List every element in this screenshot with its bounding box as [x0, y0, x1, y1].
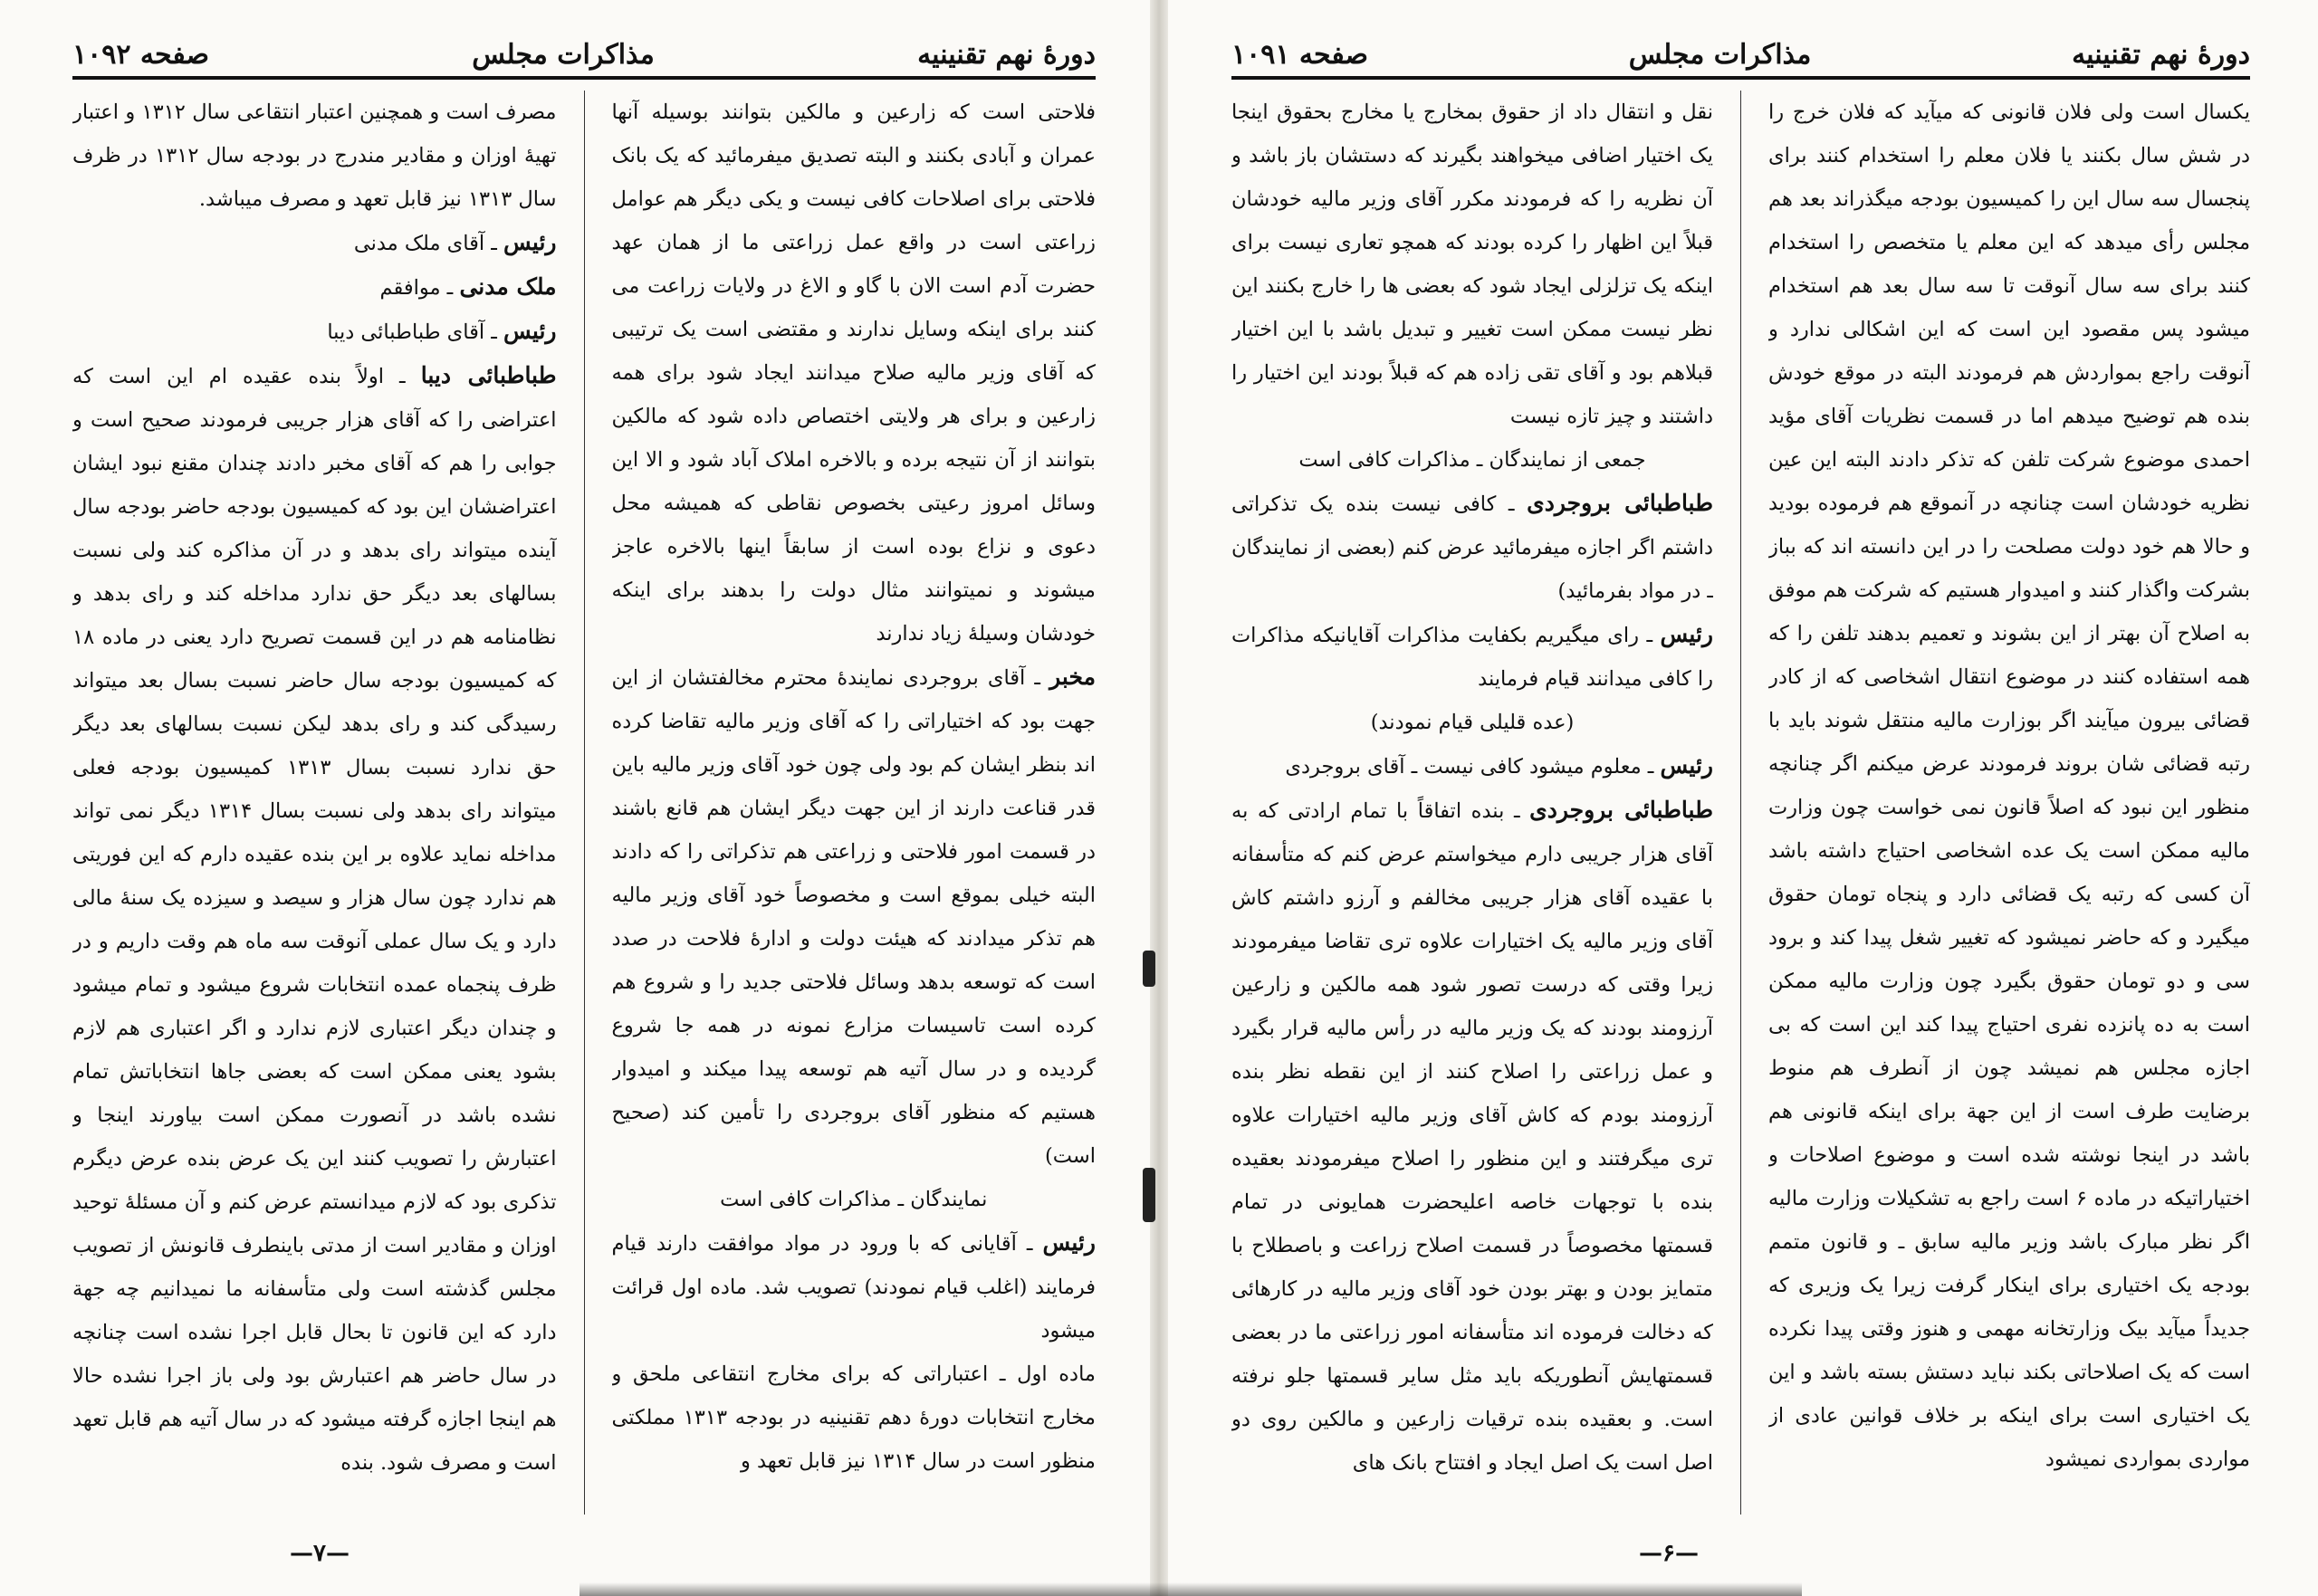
- body-paragraph: فلاحتی است که زارعین و مالکین بتوانند بوسیله آنها عمران و آبادی بکنند و البته تصدیق میفرمائید که یک بانک فلاحتی برای اصلاحات کافی نیست و یکی دیگر هم عوامل زراعتی است در واقع عمل زراعتی ما از همان عهد حضرت آدم است الان با گاو و الاغ در ولایات زراعت می کنند برای اینکه وسایل ندارند و مقتضی است یک ترتیبی که آقای وزیر مالیه صلاح میدانند ایجاد شود برای همه زارعین و برای هر ولایتی اختصاص داده شود که مالکین بتوانند از آن نتیجه برده و بالاخره املاک آباد شود و الا این وسائل امروز رعیتی بخصوص نقاطی که همیشه محل دعوی و نزاع بوده است از سابقاً اینها بالاخره عاجز میشوند و نمیتوانند مثال دولت را بدهند برای اینکه خودشان وسیلهٔ زیاد ندارند: [611, 100, 1096, 645]
- speech-paragraph: [72, 265, 557, 310]
- speaker-name: مخبر: [1049, 664, 1096, 690]
- body-paragraph: مصرف است و همچنین اعتبار انتقاعی سال ۱۳۱۲ و اعتبار تهیهٔ اوزان و مقادیر مندرج در بودجه سال ۱۳۱۲ در ظرف سال ۱۳۱۳ نیز قابل تعهد و مصرف میباشد.: [72, 100, 557, 211]
- speech-text: ـ اولاً بنده عقیده ام این است که اعتراضی را که آقای هزار جریبی فرمودند صحیح است و جوابی را هم که آقای مخبر دادند چندان مقنع نبود ایشان اعتراضشان این بود که کمیسیون بودجه حاضر بودجه سال آینده میتواند رای بدهد و در آن مذاکره کند ولی نسبت بسالهای بعد دیگر حق ندارد مداخله کند و رای بدهد و نظامنامه هم در این قسمت تصریح دارد یعنی در ماده ۱۸ که کمیسیون بودجه سال حاضر نسبت بسال بعد میتواند رسیدگی کند و رای بدهد لیکن نسبت بسالهای بعد دیگر حق ندارد نسبت بسال ۱۳۱۳ کمیسیون بودجه فعلی میتواند رای بدهد ولی نسبت بسال ۱۳۱۴ دیگر نمی تواند مداخله نماید علاوه بر این بنده عقیده دارم که این فوریتی هم ندارد چون سال هزار و سیصد و سیزده یک سنهٔ مالی دارد و یک سال عملی آنوقت سه ماه هم وقت داریم و در ظرف پنجماه عمده انتخابات شروع میشود و تمام میشود و چندان دیگر اعتباری لازم ندارد و اگر اعتباری هم لازم بشود یعنی ممکن است که بعضی جاها انتخاباتش تمام نشده باشد در آنصورت ممکن است بیاورند اینجا و اعتبارش را تصویب کنند این یک عرض بنده عرض دیگرم تذکری بود که لازم میدانستم عرض کنم و آن مسئلهٔ توحید اوزان و مقادیر است از مدتی باینطرف قانونش از تصویب مجلس گذشته است ولی متأسفانه ما نمیدانیم چه جهة دارد که این قانون تا بحال قابل اجرا نشده است چنانچه در سال حاضر هم اعتبارش بود ولی باز اجرا نشده حالا هم اینجا اجازه گرفته میشود که در سال آتیه هم قابل تعهد است و مصرف شود. بنده: [72, 365, 557, 1475]
- speaker-name: طباطبائی بروجردی: [1527, 490, 1713, 516]
- speaker-name: رئیس: [503, 318, 557, 344]
- speech-text: ـ آقای ملک مدنی: [353, 232, 497, 255]
- left-page-right-column: [612, 91, 1097, 1515]
- left-page-header: [72, 34, 1096, 74]
- speech-paragraph: [1231, 613, 1713, 701]
- speech-text: ـ معلوم میشود کافی نیست ـ آقای بروجردی: [1285, 755, 1654, 779]
- column-divider: [1740, 91, 1741, 1515]
- right-header-title: مذاکرات مجلس: [1628, 38, 1812, 71]
- body-paragraph: یکسال است ولی فلان قانونی که میآید که فلان خرج را در شش سال بکنند یا فلان معلم را استخدام کنند برای پنجسال سه سال این را کمیسیون بودجه میگذراند بعد هم مجلس رأی میدهد که این معلم یا متخصص را استخدام کنند برای سه سال آنوقت تا سه سال بعد هم استخدام میشود پس مقصود این است که این اشکالی ندارد و آنوقت راجع بمواردش هم فرمودند البته در موقع خودش بنده هم توضیح میدهم اما در قسمت نظریات آقای مؤید احمدی موضوع شرکت تلفن که تذکر دادند البته این عین نظریه خودشان است چنانچه در آنموقع هم فرموده بودید و حالا هم خود دولت مصلحت را در این دانسته اند که بباز بشرکت واگذار کنند و امیدوار هستیم که شرکت هم موفق به اصلاح آن بهتر از این بشوند و تعمیم بدهند تلفن را که همه استفاده کنند در موضوع انتقال اشخاصی که از کادر قضائی بیرون میآیند اگر بوزارت مالیه منتقل شوند باید با رتبه قضائی شان بروند فرمودند عرض میکنم اگر چنانچه منظور این نبود که اصلاً قانون نمی خواست چون وزارت مالیه ممکن است یک عده اشخاصی احتیاج داشته باشد آن کسی که رتبه یک قضائی دارد و پنجاه تومان حقوق میگیرد و که حاضر نمیشود که تغییر شغل پیدا کند و برود سی و دو تومان حقوق بگیرد چون وزارت مالیه ممکن است به ده پانزده نفری احتیاج پیدا کند این است که بی اجازه مجلس هم نمیشد چون از آنطرف هم منوط برضایت طرف است از این جهة برای اینکه قانونی هم باشد در اینجا نوشته شده است و موضوع اصلاحات و اختیاراتیکه در ماده ۶ است راجع به تشکیلات وزارت مالیه اگر نظر مبارک باشد وزیر مالیه سابق ـ و قانون متمم بودجه یک اختیاری برای اینکار گرفت زیرا یک وزیری که جدیداً میآید بیک وزارتخانه مهمی و هنوز وقتی پیدا نکرده است که یک اصلاحاتی بکند نباید دستش بسته باشد و این یک اختیاری است برای اینکه بر خلاف قوانین عادی از مواردی بمواردی نمیشود: [1768, 100, 2250, 1471]
- left-header-rule: [72, 76, 1096, 80]
- speech-paragraph: [612, 1221, 1097, 1352]
- right-header-session: دورهٔ نهم تقنینیه: [2072, 38, 2250, 71]
- speech-paragraph: [612, 655, 1097, 1178]
- left-header-session: دورهٔ نهم تقنینیه: [917, 38, 1096, 71]
- binding-mark: [1143, 951, 1155, 987]
- left-page-number: —۷—: [290, 1540, 350, 1567]
- speaker-name: رئیس: [503, 229, 557, 255]
- speaker-name: رئیس: [1042, 1229, 1096, 1256]
- column-divider: [584, 91, 585, 1515]
- speech-text: ـ کافی نیست بنده یک تذکراتی داشتم اگر اجازه میفرمائید عرض کنم (بعضی از نمایندگان ـ در مواد بفرمائید): [1231, 492, 1713, 603]
- right-page-columns: [1231, 91, 2250, 1515]
- speech-paragraph: [1231, 482, 1713, 613]
- centered-note: نمایندگان ـ مذاکرات کافی است: [720, 1188, 988, 1211]
- body-paragraph: نقل و انتقال داد از حقوق بمخارج یا مخارج بحقوق اینجا یک اختیار اضافی میخواهند بگیرند که دستشان باز باشد و آن نظریه را که فرمودند مکرر آقای وزیر مالیه خودشان قبلاً این اظهار را کرده بودند که همچو تعاری نیست برای اینکه یک تزلزلی ایجاد شود که بعضی ها را خارج بکنند این نظر نیست ممکن است تغییر و تبدیل باشد با این اختیار قبلاهم بود و آقای تقی زاده هم که قبلاً بودند این اختیار را داشتند و چیز تازه نیست: [1231, 100, 1713, 428]
- left-header-title: مذاکرات مجلس: [472, 38, 655, 71]
- body-paragraph: ماده اول ـ اعتباراتی که برای مخارج انتقاعی ملحق و مخارج انتخابات دورهٔ دهم تقنینیه در بودجه ۱۳۱۳ مملکتی منظور است در سال ۱۳۱۴ نیز قابل تعهد و: [611, 1362, 1096, 1473]
- right-page-header: [1231, 34, 2250, 74]
- right-page-left-column: [1231, 91, 1713, 1515]
- speech-text: ـ رای میگیریم بکفایت مذاکرات آقایانیکه مذاکرات را کافی میدانند قیام فرمایند: [1231, 624, 1713, 691]
- centered-note: جمعی از نمایندگان ـ مذاکرات کافی است: [1298, 448, 1646, 472]
- left-page-columns: [72, 91, 1096, 1515]
- binding-mark: [1143, 1168, 1155, 1222]
- speaker-name: رئیس: [1660, 752, 1713, 779]
- speech-text: ـ بنده اتفاقاً با تمام ارادتی که به آقای هزار جریبی دارم میخواستم عرض کنم که متأسفانه با عقیده آقای هزار جریبی مخالفم و آرزو داشتم کاش آقای وزیر مالیه یک اختیارات علاوه تری تقاضا میفرمودند زیرا وقتی که درست تصور شود همه مالکین و زارعین آرزومند بودند که یک وزیر مالیه در رأس مالیه قرار بگیرد و عمل زراعتی را اصلاح کنند از این نقطه نظر بنده آرزومند بودم که کاش آقای وزیر مالیه اختیارات علاوه تری میگرفتند و این منظور را اصلاح میفرمودند بعقیده بنده با توجهات خاصه اعلیحضرت همایونی در تمام قسمتها مخصوصاً در قسمت اصلاح زراعت و باصطلاح با متمایز بودن و بهتر بودن خود آقای وزیر مالیه در کارهائی که دخالت فرموده اند متأسفانه امور زراعتی ما در بعضی قسمتهایش آنطوریکه باید مثل سایر قسمتها جلو نرفته است. و بعقیده بنده ترقیات زارعین و مالکین روی دو اصل است یک اصل ایجاد و افتتاح بانک های: [1231, 799, 1713, 1475]
- speaker-name: طباطبائی بروجردی: [1529, 797, 1713, 823]
- speaker-name: ملک مدنی: [459, 273, 557, 300]
- speech-paragraph: [1231, 788, 1713, 1485]
- right-page-right-column: [1768, 91, 2250, 1515]
- speech-text: ـ آقای بروجردی نمایندهٔ محترم مخالفتشان از این جهت بود که اختیاراتی را که آقای وزیر مالیه تقاضا کرده اند بنظر ایشان کم بود ولی چون خود آقای وزیر مالیه باین قدر قناعت دارند از این جهت دیگر ایشان هم قانع باشند در قسمت امور فلاحتی و زراعتی هم تذکراتی را که دادند البته خیلی بموقع است و مخصوصاً خود آقای وزیر مالیه هم تذکر میدادند که هیئت دولت و ادارهٔ فلاحت در صدد است که توسعه بدهد وسائل فلاحتی جدید را و شروع هم کرده است تاسیسات مزارع نمونه در همه جا شروع گردیده و در سال آتیه هم توسعه پیدا میکند و امیدوار هستیم که منظور آقای بروجردی را تأمین کند (صحیح است): [611, 666, 1096, 1168]
- speech-paragraph: [72, 221, 557, 265]
- speech-paragraph: [72, 310, 557, 354]
- speech-paragraph: [72, 354, 557, 1485]
- right-page: [1168, 0, 2318, 1596]
- right-header-page: صفحه ۱۰۹۱: [1231, 38, 1368, 71]
- speech-text: ـ آقایانی که با ورود در مواد موافقت دارند قیام فرمایند (اغلب قیام نمودند) تصویب شد. ماده اول قرائت میشود: [611, 1232, 1096, 1343]
- left-page: [0, 0, 1150, 1596]
- right-page-number: —۶—: [1639, 1540, 1699, 1567]
- left-header-page: صفحه ۱۰۹۲: [72, 38, 209, 71]
- speaker-name: طباطبائی دیبا: [420, 362, 557, 388]
- centered-note: (عده قلیلی قیام نمودند): [1370, 711, 1575, 734]
- speech-paragraph: [1231, 744, 1713, 788]
- speech-text: ـ آقای طباطبائی دیبا: [327, 320, 497, 344]
- left-page-left-column: [72, 91, 557, 1515]
- speech-text: ـ موافقم: [379, 276, 454, 300]
- page-gutter: [1150, 0, 1168, 1596]
- scan-shadow: [580, 1582, 1802, 1596]
- right-header-rule: [1231, 76, 2250, 80]
- speaker-name: رئیس: [1660, 621, 1713, 647]
